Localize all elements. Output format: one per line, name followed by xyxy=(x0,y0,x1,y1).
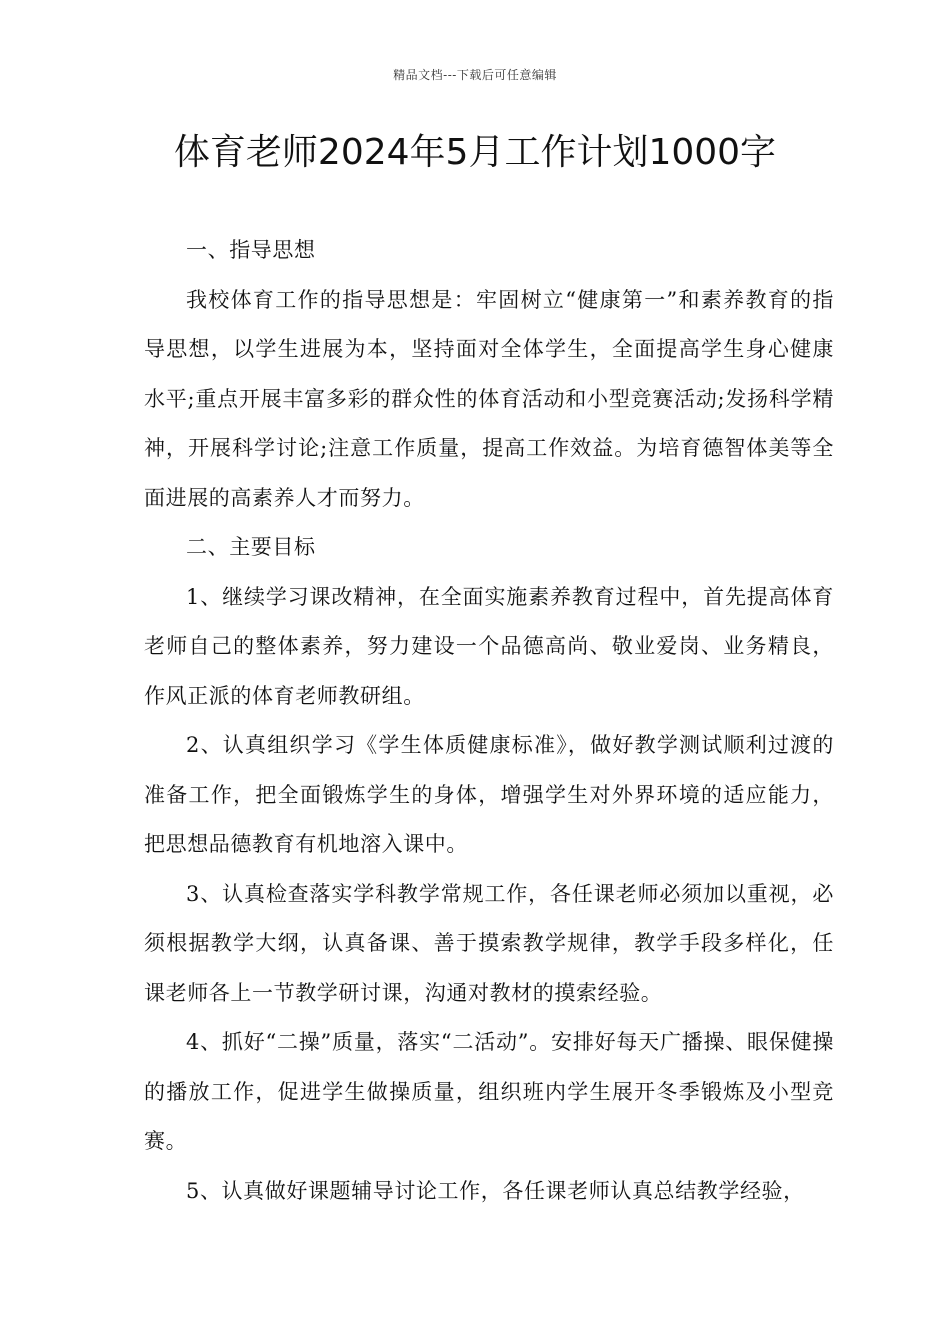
paragraph-goal-4: 4、抓好“二操”质量，落实“二活动”。安排好每天广播操、眼保健操的播放工作，促进学生做操质量，组织班内学生展开冬季锻炼及小型竞赛。 xyxy=(144,1030,834,1153)
paragraph-goal-1: 1、继续学习课改精神，在全面实施素养教育过程中，首先提高体育老师自己的整体素养，努力建设一个品德高尚、敬业爱岗、业务精良，作风正派的体育老师教研组。 xyxy=(144,584,834,708)
document-body xyxy=(144,226,834,1216)
paragraph-goal-5: 5、认真做好课题辅导讨论工作，各任课老师认真总结教学经验， xyxy=(186,1178,805,1203)
paragraph-goal-2: 2、认真组织学习《学生体质健康标准》，做好教学测试顺利过渡的准备工作，把全面锻炼学生的身体，增强学生对外界环境的适应能力，把思想品德教育有机地溶入课中。 xyxy=(144,733,834,856)
section-heading-guiding-thought: 一、指导思想 xyxy=(186,238,316,262)
paragraph-goal-3: 3、认真检查落实学科教学常规工作，各任课老师必须加以重视，必须根据教学大纲，认真备课、善于摸索教学规律，教学手段多样化，任课老师各上一节教学研讨课，沟通对教材的摸索经验。 xyxy=(144,881,834,1005)
document-title: 体育老师2024年5月工作计划1000字 xyxy=(173,132,777,173)
paragraph-guiding-thought: 我校体育工作的指导思想是：牢固树立“健康第一”和素养教育的指导思想，以学生进展为本，坚持面对全体学生，全面提高学生身心健康水平;重点开展丰富多彩的群众性的体育活动和小型竞赛活动;发扬科学精神，开展科学讨论;注意工作质量，提高工作效益。为培育德智体美等全面进展的高素养人才而努力。 xyxy=(144,287,834,510)
header-note: 精品文档---下载后可任意编辑 xyxy=(393,68,557,82)
section-heading-main-goals: 二、主要目标 xyxy=(186,535,316,559)
